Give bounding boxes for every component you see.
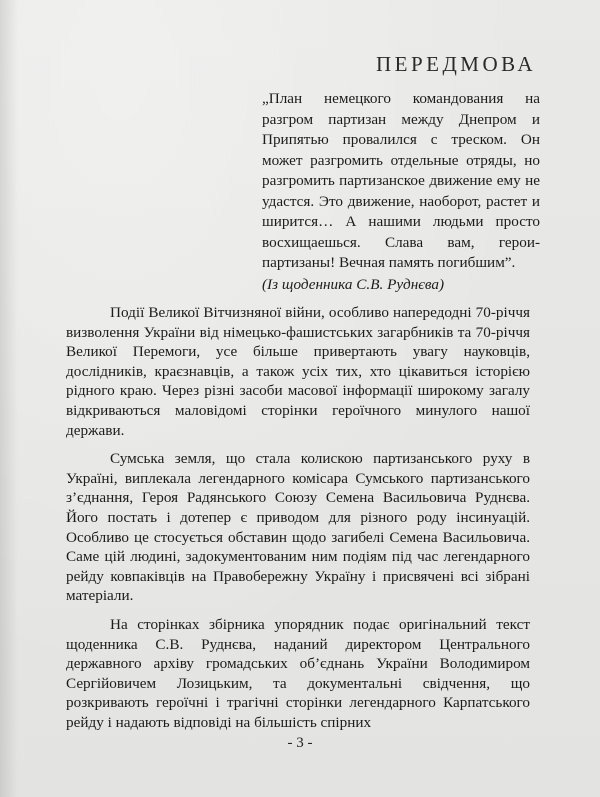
epigraph-quote: „План немецкого командования на разгром партизан между Днепром и Припятью провалился с треском. Он может разгромить отдельные отряды, но разгромить партизанское движение ему не удастся. Это движение, наоборот, растет и ширится… А нашими людьми просто восхищаешься. Слава вам, герои-партизаны! Вечная память погибшим”. [262,90,540,271]
page-title: ПЕРЕДМОВА [375,52,536,76]
page-number: - 3 - [287,735,313,751]
paragraph: Сумська земля, що стала колискою партизанського руху в Україні, виплекала легендарного комісара Сумського партизанського з’єднання, Героя Радянського Союзу Семена Васильовича Руднєва. Його постать і дотепер є приводом для різного роду інсинуацій. Особливо це стосується обставин щодо загибелі Семена Васильовича. Саме цій людині, задокументованим ним подіям під час легендарного рейду ковпаківців на Правобережну Україну і присвячені всі зібрані матеріали. [66,450,530,605]
epigraph [262,89,540,293]
page-edge-shadow [0,0,18,797]
epigraph-source: (Із щоденника С.В. Руднєва) [262,276,445,293]
paragraph: Події Великої Вітчизняної війни, особливо напередодні 70-річчя визволення України від німецько-фашистських загарбників та 70-річчя Великої Перемоги, усе більше привертають увагу науковців, дослідників, краєзнавців, а також усіх тих, хто цікавиться історією рідного краю. Через різні засоби масової інформації широкому загалу відкриваються маловідомі сторінки героїчного минулого нашої держави. [66,304,530,439]
body-text [66,303,530,741]
paragraph: На сторінках збірника упорядник подає оригінальний текст щоденника С.В. Руднєва, наданий директором Центрального державного архіву громадських об’єднань України Володимиром Сергійовичем Лозицьким, та документальні свідчення, що розкривають героїчні і трагічні сторінки легендарного Карпатського рейду і надають відповіді на більшість спірних [66,615,530,731]
